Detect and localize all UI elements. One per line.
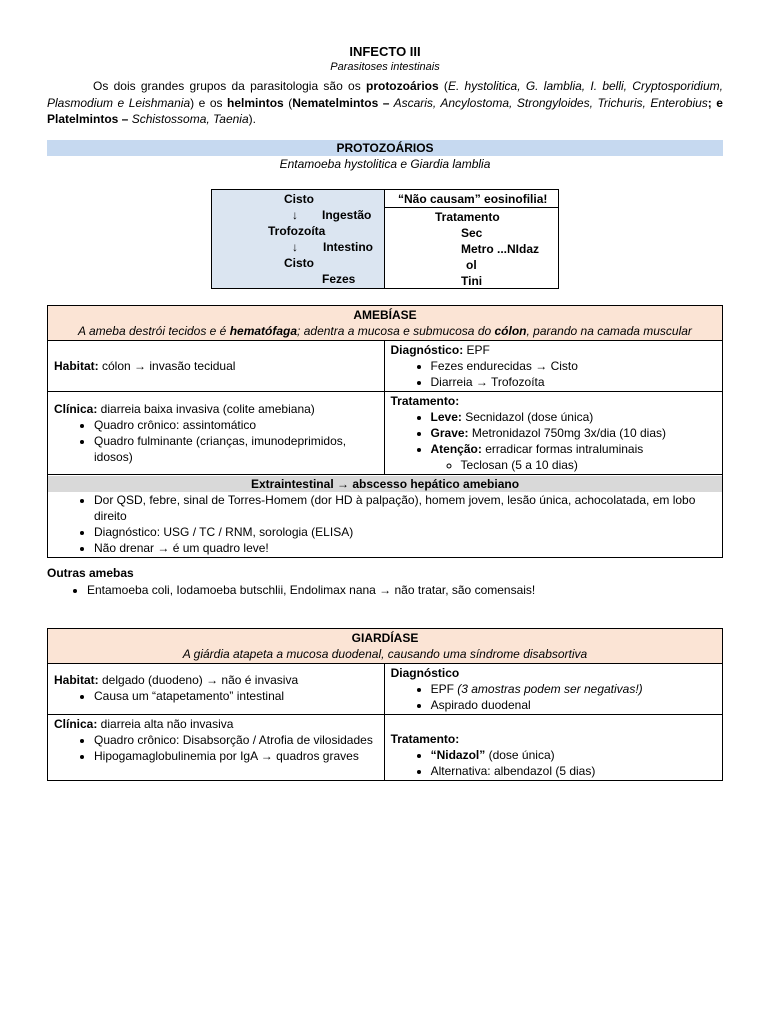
- list-item: • Dor QSD, febre, sinal de Torres-Homem (dor HD à palpação), homem jovem, lesão única, achocolatada, em lobo direito: [94, 492, 716, 524]
- giardiase-table: [47, 628, 723, 781]
- cycle-trofozoita: Trofozoíta: [268, 224, 326, 238]
- cycle-ingestao: Ingestão: [322, 208, 372, 222]
- giardiase-header-cell: [48, 629, 723, 664]
- extraintestinal-header: Extraintestinal → abscesso hepático amebiano: [48, 476, 722, 492]
- tratamento-label: Tratamento: [435, 210, 500, 224]
- list-item: • Quadro crônico: Disabsorção / Atrofia de vilosidades: [94, 732, 378, 748]
- amebiase-table: [47, 305, 723, 558]
- amebiase-header: AMEBÍASE: [353, 308, 417, 322]
- list-item: • Causa um “atapetamento” intestinal: [94, 688, 378, 704]
- list-item: ◦ Teclosan (5 a 10 dias): [461, 457, 716, 473]
- cycle-cisto-2: Cisto: [284, 256, 314, 270]
- divider: [385, 207, 558, 208]
- amebiase-habitat: Habitat: cólon → invasão tecidual: [48, 341, 385, 392]
- cycle-fezes: Fezes: [322, 272, 356, 286]
- arrow-down-icon: ↓: [292, 208, 298, 222]
- list-item: • Aspirado duodenal: [431, 697, 716, 713]
- cycle-intestino: Intestino: [323, 240, 373, 254]
- list-item: • Hipogamaglobulinemia por IgA → quadros graves: [94, 748, 378, 764]
- list-item: • Quadro crônico: assintomático: [94, 417, 378, 433]
- document-page: [47, 44, 723, 778]
- list-item: • Não drenar → é um quadro leve!: [94, 540, 716, 556]
- giardiase-tratamento: Tratamento: • “Nidazol” (dose única) • Alternativa: albendazol (5 dias): [384, 715, 722, 781]
- protozoarios-subheader: Entamoeba hystolitica e Giardia lamblia: [279, 156, 491, 171]
- list-item: • EPF (3 amostras podem ser negativas!): [431, 681, 716, 697]
- amebiase-extraintestinal: [48, 475, 723, 558]
- list-item: • Atenção: erradicar formas intraluminais ◦ Teclosan (5 a 10 dias): [431, 441, 716, 473]
- lifecycle-box: [211, 189, 559, 289]
- giardiase-header: GIARDÍASE: [351, 631, 419, 645]
- arrow-down-icon: ↓: [292, 240, 298, 254]
- amebiase-tratamento: Tratamento: • Leve: Secnidazol (dose única) • Grave: Metronidazol 750mg 3x/dia (10 dias) • Atenção: erradicar formas intraluminais ◦ Teclosan (5 a 10 dias): [384, 392, 722, 475]
- tratamento-sec: Sec: [461, 226, 483, 240]
- giardiase-clinica: Clínica: diarreia alta não invasiva • Quadro crônico: Disabsorção / Atrofia de vilosidades • Hipogamaglobulinemia por IgA → quadros graves: [48, 715, 385, 781]
- list-item: • Quadro fulminante (crianças, imunodeprimidos, idosos): [94, 433, 378, 465]
- list-item: • Alternativa: albendazol (5 dias): [431, 763, 716, 779]
- lifecycle-panel: [212, 190, 385, 288]
- amebiase-header-cell: [48, 306, 723, 341]
- amebiase-clinica: Clínica: diarreia baixa invasiva (colite amebiana) • Quadro crônico: assintomático • Quadro fulminante (crianças, imunodeprimidos, idosos): [48, 392, 385, 475]
- protozoarios-header: PROTOZOÁRIOS: [47, 140, 723, 156]
- giardiase-diagnostico: Diagnóstico • EPF (3 amostras podem ser negativas!) • Aspirado duodenal: [384, 664, 722, 715]
- list-item: • Diarreia → Trofozoíta: [431, 374, 716, 390]
- tratamento-ol: ol: [466, 258, 477, 272]
- list-item: • Leve: Secnidazol (dose única): [431, 409, 716, 425]
- intro-paragraph: Os dois grandes grupos da parasitologia são os protozoários (E. hystolitica, G. lamblia, I. belli, Cryptosporidium, Plasmodium e Leishmania) e os helmintos (Nematelmintos – Ascaris, Ancylostoma, Strongyloides, Trichuris, Enterobius; e Platelmintos – Schistossoma, Taenia).: [47, 79, 723, 126]
- list-item: • “Nidazol” (dose única): [431, 747, 716, 763]
- outras-amebas: [47, 565, 723, 598]
- list-item: • Entamoeba coli, Iodamoeba butschlii, Endolimax nana → não tratar, são comensais!: [87, 582, 723, 598]
- tratamento-tini: Tini: [461, 274, 483, 288]
- cycle-cisto: Cisto: [284, 192, 314, 206]
- list-item: • Grave: Metronidazol 750mg 3x/dia (10 dias): [431, 425, 716, 441]
- amebiase-diagnostico: Diagnóstico: EPF • Fezes endurecidas → Cisto • Diarreia → Trofozoíta: [384, 341, 722, 392]
- list-item: • Fezes endurecidas → Cisto: [431, 358, 716, 374]
- tratamento-metro: Metro ...NIdaz: [461, 242, 540, 256]
- treatment-panel: [385, 190, 558, 288]
- eosinofilia-note: “Não causam” eosinofilia!: [398, 192, 548, 206]
- giardiase-subheader: A giárdia atapeta a mucosa duodenal, causando uma síndrome disabsortiva: [182, 647, 588, 661]
- outras-title: Outras amebas: [47, 566, 134, 580]
- document-subtitle: Parasitoses intestinais: [330, 61, 440, 73]
- amebiase-subheader: A ameba destrói tecidos e é hematófaga; adentra a mucosa e submucosa do cólon, parando na camada muscular: [78, 324, 692, 338]
- giardiase-habitat: Habitat: delgado (duodeno) → não é invasiva • Causa um “atapetamento” intestinal: [48, 664, 385, 715]
- list-item: • Diagnóstico: USG / TC / RNM, sorologia (ELISA): [94, 524, 716, 540]
- document-title: INFECTO III: [349, 44, 421, 59]
